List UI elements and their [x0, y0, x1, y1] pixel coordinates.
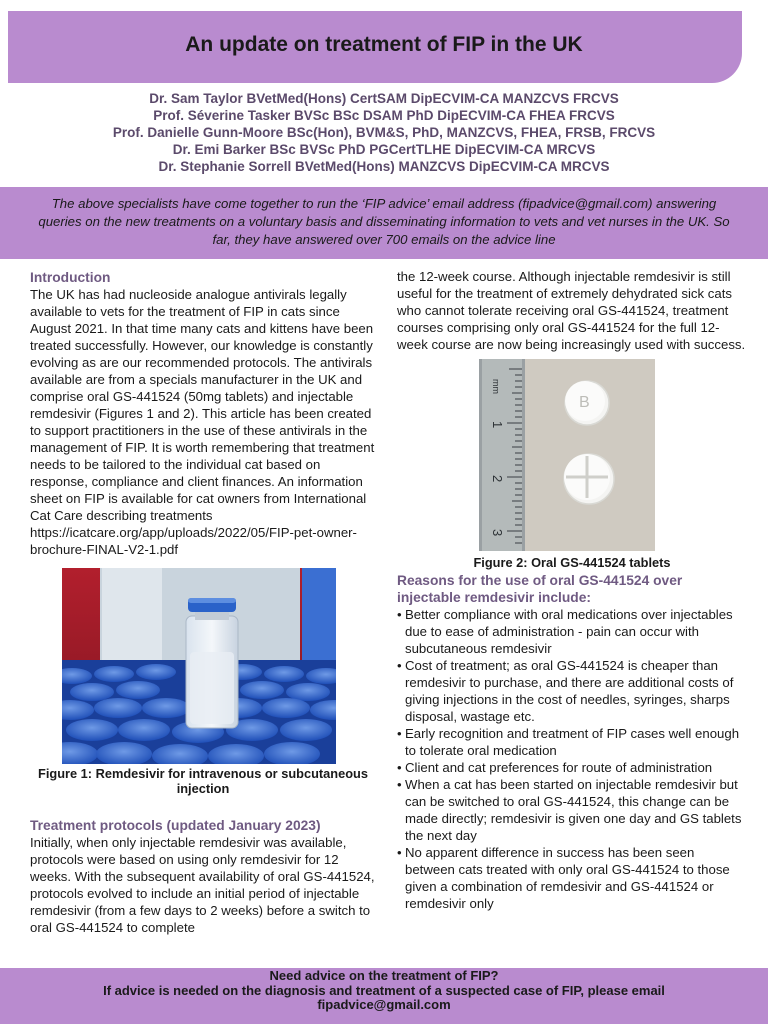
reasons-list [397, 606, 747, 912]
right-column [397, 268, 747, 912]
figure-remdesivir-vial-photo [62, 568, 336, 764]
author-line: Prof. Séverine Tasker BVSc BSc DSAM PhD DipECVIM-CA FHEA FRCVS [153, 108, 615, 123]
tablet-imprint: B [579, 394, 590, 411]
introduction-heading: Introduction [30, 270, 111, 285]
footer-email: fipadvice@gmail.com [317, 997, 451, 1012]
author-line: Dr. Stephanie Sorrell BVetMed(Hons) MANZCVS DipECVIM-CA MRCVS [158, 159, 610, 174]
introduction-body: The UK has had nucleoside analogue antivirals legally available to vets for the treatment of FIP in cats since August 2021. In that time many cats and kittens have been treated successfully. However, our knowledge is constantly evolving as are our recommended protocols. The antivirals available are from a specials manufacturer in the UK and comprise oral GS-441524 (50mg tablets) and injectable remdesivir (Figures 1 and 2). This article has been created to support practitioners in the use of these antivirals in the management of FIP. It is worth remembering that treatment needs to be tailored to the individual cat based on response, compliance and client finances. An information sheet on FIP is available for cat owners from International Cat Care describing treatments https://icatcare.org/app/uploads/2022/05/FIP-pet-owner-brochure-FINAL-V2-1.pdf [30, 287, 375, 557]
list-item: • Cost of treatment; as oral GS-441524 is cheaper than remdesivir to purchase, and there are additional costs of giving injections in the cost of needles, syringes, sharps disposal, wastage etc. [397, 658, 734, 724]
figure1-caption: Figure 1: Remdesivir for intravenous or subcutaneous injection [38, 766, 368, 796]
figure2-caption: Figure 2: Oral GS-441524 tablets [473, 555, 671, 570]
ruler-unit-label: mm [491, 379, 501, 394]
treatment-heading: Treatment protocols (updated January 2023) [30, 818, 321, 833]
footer-line: If advice is needed on the diagnosis and treatment of a suspected case of FIP, please email [103, 982, 665, 998]
list-item: • Better compliance with oral medications over injectables due to ease of administration - pain can occur with subcutaneous remdesivir [397, 607, 733, 656]
treatment-body: Initially, when only injectable remdesivir was available, protocols were based on using only remdesivir for 12 weeks. With the subsequent availability of oral GS-441524, protocols evolved to include an initial period of injectable remdesivir (from a few days to 2 weeks) before a switch to oral GS-441524 to complete [30, 835, 375, 935]
footer-text [0, 969, 768, 1013]
author-line: Dr. Sam Taylor BVetMed(Hons) CertSAM DipECVIM-CA MANZCVS FRCVS [149, 91, 619, 106]
list-item: • Client and cat preferences for route of administration [397, 760, 713, 775]
list-item: • When a cat has been started on injectable remdesivir but can be switched to oral GS-441524, this change can be made directly; remdesivir is given one day and GS tablets the next day [397, 777, 742, 843]
page-title: An update on treatment of FIP in the UK [185, 33, 583, 56]
reasons-heading: Reasons for the use of oral GS-441524 over injectable remdesivir include: [397, 573, 683, 605]
list-item: • Early recognition and treatment of FIP cases well enough to tolerate oral medication [397, 726, 740, 758]
tablets-photo-illustration [479, 359, 655, 551]
author-list [0, 90, 768, 175]
ruler-number: 2 [490, 475, 505, 483]
ruler-number: 1 [490, 421, 505, 429]
author-line: Prof. Danielle Gunn-Moore BSc(Hon), BVM&S, PhD, MANZCVS, FHEA, FRSB, FRCVS [112, 125, 656, 140]
author-line: Dr. Emi Barker BSc BVSc PhD PGCertTLHE DipECVIM-CA MRCVS [172, 142, 596, 157]
list-item: • No apparent difference in success has been seen between cats treated with only oral GS-441524 to those given a combination of remdesivir and GS-441524 or remdesivir only [397, 845, 730, 911]
treatment-body-continued: the 12-week course. Although injectable remdesivir is still useful for the treatment of extremely dehydrated sick cats who cannot tolerate receiving oral GS-441524, treatment courses comprising only oral GS-441524 for the full 12-week course are now being increasingly used with success. [397, 269, 746, 352]
figure-gs441524-tablets-photo [479, 359, 655, 551]
vial-photo-illustration [62, 568, 336, 764]
advice-band-text: The above specialists have come together to run the ‘FIP advice’ email address (fipadvice@gmail.com) answering queries on the new treatments on a voluntary basis and disseminating information to vets and vet nurses in the UK. So far, they have answered over 700 emails on the advice line [38, 196, 730, 247]
left-column [30, 269, 376, 936]
footer-line: Need advice on the treatment of FIP? [269, 968, 499, 983]
ruler-number: 3 [490, 529, 505, 537]
